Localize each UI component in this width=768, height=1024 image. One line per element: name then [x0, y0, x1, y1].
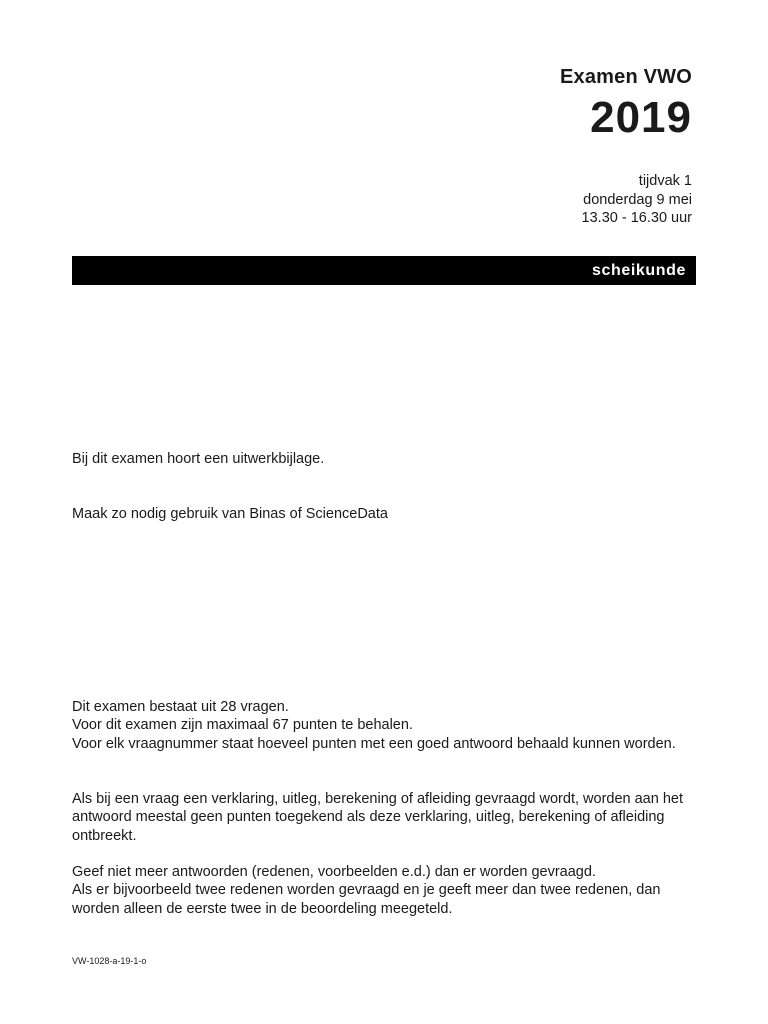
instructions-block-3 — [72, 863, 702, 918]
exam-type: Examen VWO — [559, 66, 692, 88]
exam-header — [560, 64, 692, 144]
max-points: Voor dit examen zijn maximaal 67 punten te behalen. — [72, 717, 413, 734]
session-period: tijdvak 1 — [638, 173, 692, 189]
session-time: 13.30 - 16.30 uur — [581, 210, 692, 226]
subject-label: scheikunde — [591, 262, 686, 279]
reference-note-text: Maak zo nodig gebruik van Binas of ScienceData — [72, 506, 388, 522]
answer-count-example: Als er bijvoorbeeld twee redenen worden gevraagd en je geeft meer dan twee redenen, dan worden alleen de eerste twee in de beoordeling meegeteld. — [72, 882, 661, 917]
question-count: Dit examen bestaat uit 28 vragen. — [72, 699, 289, 715]
session-info — [582, 172, 692, 228]
explanation-rule: Als bij een vraag een verklaring, uitleg, berekening of afleiding gevraagd wordt, worden aan het antwoord meestal geen punten toegekend als deze verklaring, uitleg, berekening of afleiding ontbreekt. — [72, 791, 683, 844]
answer-count-rule: Geef niet meer antwoorden (redenen, voorbeelden e.d.) dan er worden gevraagd. — [72, 864, 596, 880]
exam-year: 2019 — [590, 93, 692, 142]
attachment-note-text: Bij dit examen hoort een uitwerkbijlage. — [72, 451, 325, 467]
reference-note — [72, 505, 702, 523]
attachment-note — [72, 450, 702, 468]
instructions-block-1 — [72, 698, 702, 753]
document-code: VW-1028-a-19-1-o — [72, 956, 147, 966]
subject-bar — [72, 256, 696, 285]
points-per-question: Voor elk vraagnummer staat hoeveel punten met een goed antwoord behaald kunnen worden. — [72, 735, 676, 752]
instructions-block-2 — [72, 790, 702, 845]
session-date: donderdag 9 mei — [583, 191, 692, 208]
